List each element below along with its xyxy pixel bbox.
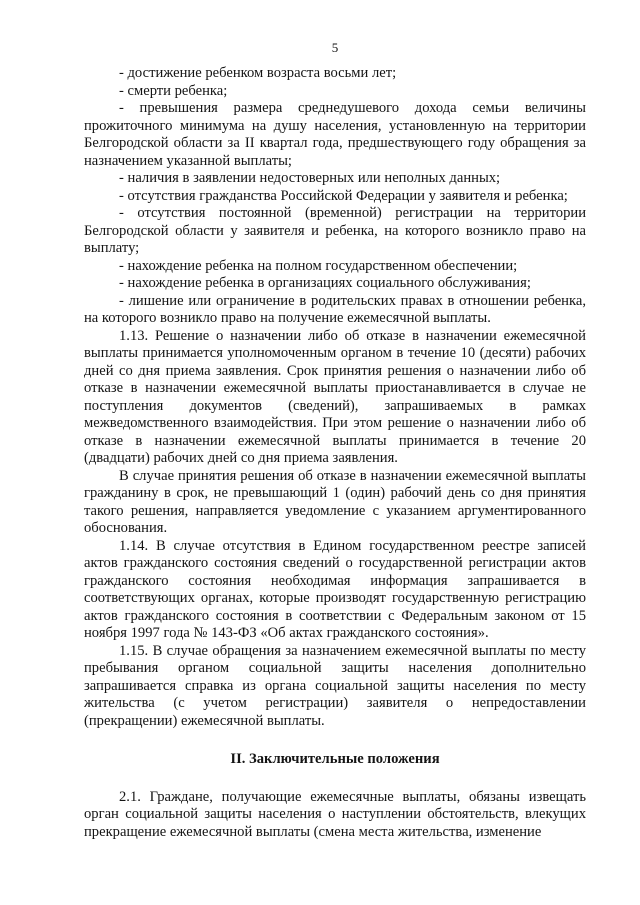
list-item-registration: - отсутствия постоянной (временной) регистрации на территории Белгородской области у заявителя и ребенка, на которого возникло право на выплату; [84,205,586,256]
clause-1-14: 1.14. В случае отсутствия в Едином государственном реестре записей актов гражданского состояния сведений о государственной регистрации актов гражданского состояния необходимая информация запрашивается в соответствующих органах, которые производят государственную регистрацию актов гражданского состояния в соответствии с Федеральным законом от 15 ноября 1997 года № 143-ФЗ «Об актах гражданского состояния». [84,537,586,641]
list-item-state-support: - нахождение ребенка на полном государственном обеспечении; [119,257,518,274]
section-heading: II. Заключительные положения [230,751,440,767]
list-item-parental-rights: - лишение или ограничение в родительских правах в отношении ребенка, на которого возникло право на получение ежемесячной выплаты. [84,292,586,326]
list-item-social-service: - нахождение ребенка в организациях социального обслуживания; [119,275,531,291]
list-item-age: - достижение ребенком возраста восьми лет; [119,65,397,81]
clause-1-13-refusal: В случае принятия решения об отказе в назначении ежемесячной выплаты гражданину в срок, не превышающий 1 (один) рабочий день со дня принятия такого решения, направляется уведомление с указанием аргументированного обоснования. [84,467,586,536]
document-page [84,0,586,905]
page-number: 5 [331,40,339,55]
list-item-death: - смерти ребенка; [119,82,228,99]
clause-1-15: 1.15. В случае обращения за назначением ежемесячной выплаты по месту пребывания органом социальной защиты населения дополнительно запрашивается справка из органа социальной защиты населения по месту жительства (с учетом регистрации) заявителя о непредоставлении (прекращении) ежемесячной выплаты. [84,642,586,729]
list-item-false-data: - наличия в заявлении недостоверных или неполных данных; [119,170,501,186]
document-body [84,65,586,841]
list-item-income: - превышения размера среднедушевого дохода семьи величины прожиточного минимума на душу населения, установленную на территории Белгородской области за II квартал года, предшествующего году обращения за назначением указанной выплаты; [84,100,586,169]
list-item-citizenship: - отсутствия гражданства Российской Федерации у заявителя и ребенка; [119,187,568,204]
clause-2-1: 2.1. Граждане, получающие ежемесячные выплаты, обязаны извещать орган социальной защиты населения о наступлении обстоятельств, влекущих прекращение ежемесячной выплаты (смена места жительства, изменение [84,788,586,840]
clause-1-13: 1.13. Решение о назначении либо об отказе в назначении ежемесячной выплаты принимается уполномоченным органом в течение 10 (десяти) рабочих дней со дня приема заявления. Срок принятия решения о назначении либо об отказе в назначении ежемесячной выплаты приостанавливается в случае не поступления документов (сведений), запрашиваемых в рамках межведомственного взаимодействия. При этом решение о назначении либо об отказе в назначении ежемесячной выплаты принимается в течение 20 (двадцати) рабочих дней со дня приема заявления. [84,327,586,466]
